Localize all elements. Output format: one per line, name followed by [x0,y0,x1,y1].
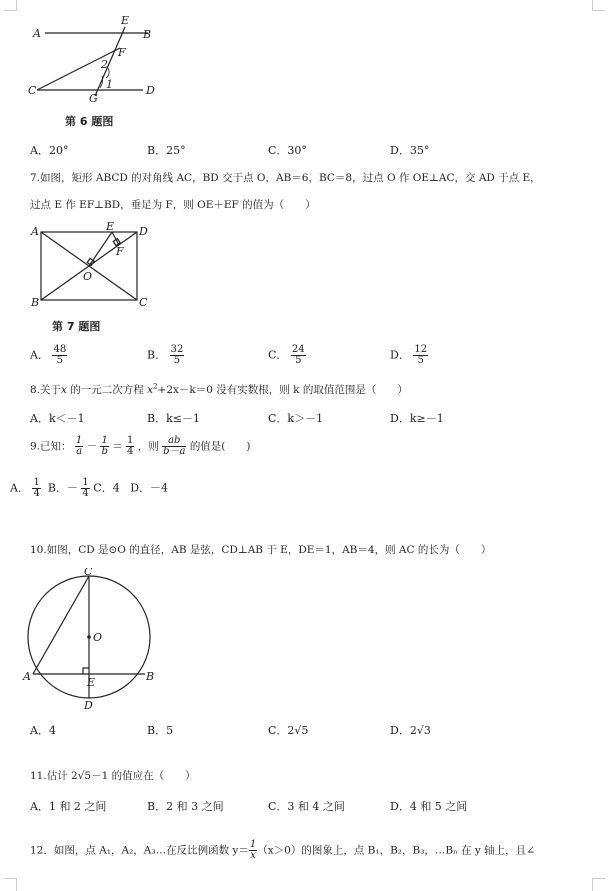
fig10-label-O: O [93,631,103,644]
q7-option-d-den: 5 [417,355,424,366]
fig7-label-A: A [31,225,39,238]
q9-option-a: A． [10,481,29,495]
q7-option-c-letter: C． [268,348,288,362]
q9-eq: ＝ [112,440,123,453]
fig7-label-B: B [31,296,40,309]
crop-mark-top-left [4,0,17,11]
q9-option-b-num: 1 [82,477,89,488]
q12-text [30,840,535,861]
q9-f1-den: a [76,446,83,457]
q8-eq-rest: +2x－k＝0 没有实数根，则 k 的取值范围是（ ） [157,384,408,396]
crop-mark-top-right [592,0,605,11]
crop-mark-bottom-left [4,878,17,891]
q7-option-a-letter: A． [30,348,49,362]
fig7-label-E: E [106,222,115,233]
q9-option-b: B．－ [47,481,78,495]
q6-option-d: D．35° [390,144,430,157]
q7-option-c-num: 24 [291,344,305,355]
q7-option-c-den: 5 [295,355,302,366]
q11-option-a: A．1 和 2 之间 [30,800,107,813]
q8-text-b: 的一元二次方程 [66,384,148,396]
q12-frac-den: x [250,850,256,861]
q6-option-a: A．20° [30,144,69,157]
q7-option-a-den: 5 [56,355,63,366]
figure-6 [25,10,165,105]
q10-option-d: D．2√3 [390,724,431,737]
fig7-label-D: D [139,225,148,238]
fig10-label-D: D [84,699,93,712]
fig6-label-F: F [118,46,126,59]
q8-option-c: C．k＞－1 [268,412,324,425]
q9-option-b-den: 4 [82,488,89,499]
q7-option-b-num: 32 [170,344,184,355]
q7-option-c [268,345,306,366]
q9-option-c: C．4 [93,481,120,495]
q6-option-b: B．25° [147,144,186,157]
q9-option-a-den: 4 [33,488,40,499]
q11-text: 11.估计 2√5－1 的值应在（ ） [30,770,196,782]
q10-option-a: A．4 [30,724,56,737]
q8-option-b: B．k≤－1 [147,412,200,425]
q8-prefix: 8.关于 [30,384,62,396]
q9-f1-num: 1 [75,435,83,446]
q8-option-d: D．k≥－1 [390,412,444,425]
q11-option-c: C．3 和 4 之间 [268,800,345,813]
q7-option-b-den: 5 [173,355,181,366]
q9-prefix: 9.已知： [30,440,72,453]
q7-option-a [30,345,67,366]
fig6-label-1: 1 [106,78,113,91]
q9-option-a-num: 1 [33,477,40,488]
fig10-label-E: E [87,676,96,689]
q8-eq-x: x [147,384,154,396]
fig7-label-F: F [116,245,124,258]
q8-eq-sup: 2 [153,382,158,391]
fig10-label-A: A [23,670,31,683]
q7-text-line2: 过点 E 作 EF⊥BD，垂足为 F，则 OE＋EF 的值为（ ） [30,199,316,211]
q12-pre: 12．如图，点 A₁，A₂，A₃…在反比例函数 y＝ [30,844,249,857]
fig7-label-O: O [83,270,93,283]
q9-text [30,436,251,457]
q7-option-b [147,345,184,366]
q7-option-d-letter: D． [390,348,410,362]
q9-mid: ，则 [137,440,159,453]
q7-option-b-letter: B． [147,348,167,362]
q9-f2-den: b [101,446,108,457]
q11-option-d: D．4 和 5 之间 [390,800,468,813]
q9-f4-den: b－a [163,446,186,457]
q8-option-a: A．k＜－1 [30,412,85,425]
q9-minus: － [86,440,98,453]
q10-text: 10.如图，CD 是⊙O 的直径，AB 是弦，CD⊥AB 于 E，DE＝1，AB＝4，则 AC 的长为（ ） [30,544,492,556]
q9-f3-den: 4 [127,446,134,457]
q10-option-c: C．2√5 [268,724,309,737]
figure-10 [20,568,160,713]
fig6-label-2: 2 [101,58,108,71]
q6-option-c: C．30° [268,144,307,157]
fig10-label-C: C [84,568,93,578]
fig6-label-E: E [121,14,130,27]
q7-text-line1: 7.如图，矩形 ABCD 的对角线 AC，BD 交于点 O，AB＝6，BC＝8，过点 O 作 OE⊥AC，交 AD 于点 E， [30,172,541,184]
q9-suffix: 的值是( ) [189,440,251,453]
fig7-label-C: C [139,296,148,309]
fig6-label-C: C [28,84,37,97]
q8-var-x: x [61,384,67,396]
q12-post: （x＞0）的图象上，点 B₁，B₂，B₃，…Bₙ 在 y 轴上，且∠ [257,844,535,857]
q8-text [30,382,408,397]
fig6-label-A: A [33,27,41,40]
q12-frac-num: 1 [249,839,257,850]
q9-f4-num: ab [162,436,186,447]
crop-mark-bottom-right [592,878,605,891]
q9-f2-num: 1 [101,435,108,446]
figure-7-caption: 第 7 题图 [52,320,101,333]
q9-options [10,478,168,499]
q7-option-d [390,345,428,366]
q7-option-d-num: 12 [414,344,428,355]
q7-option-a-num: 48 [53,344,67,355]
figure-6-caption: 第 6 题图 [65,115,114,128]
q10-option-b: B．5 [147,724,174,737]
fig6-label-B: B [143,28,152,41]
fig10-label-B: B [146,670,155,683]
figure-7 [28,222,158,312]
q11-option-b: B．2 和 3 之间 [147,800,224,813]
q9-option-d: D．－4 [130,481,169,495]
fig6-label-G: G [89,92,98,105]
fig6-label-D: D [146,84,155,97]
q9-f3-num: 1 [127,435,134,446]
